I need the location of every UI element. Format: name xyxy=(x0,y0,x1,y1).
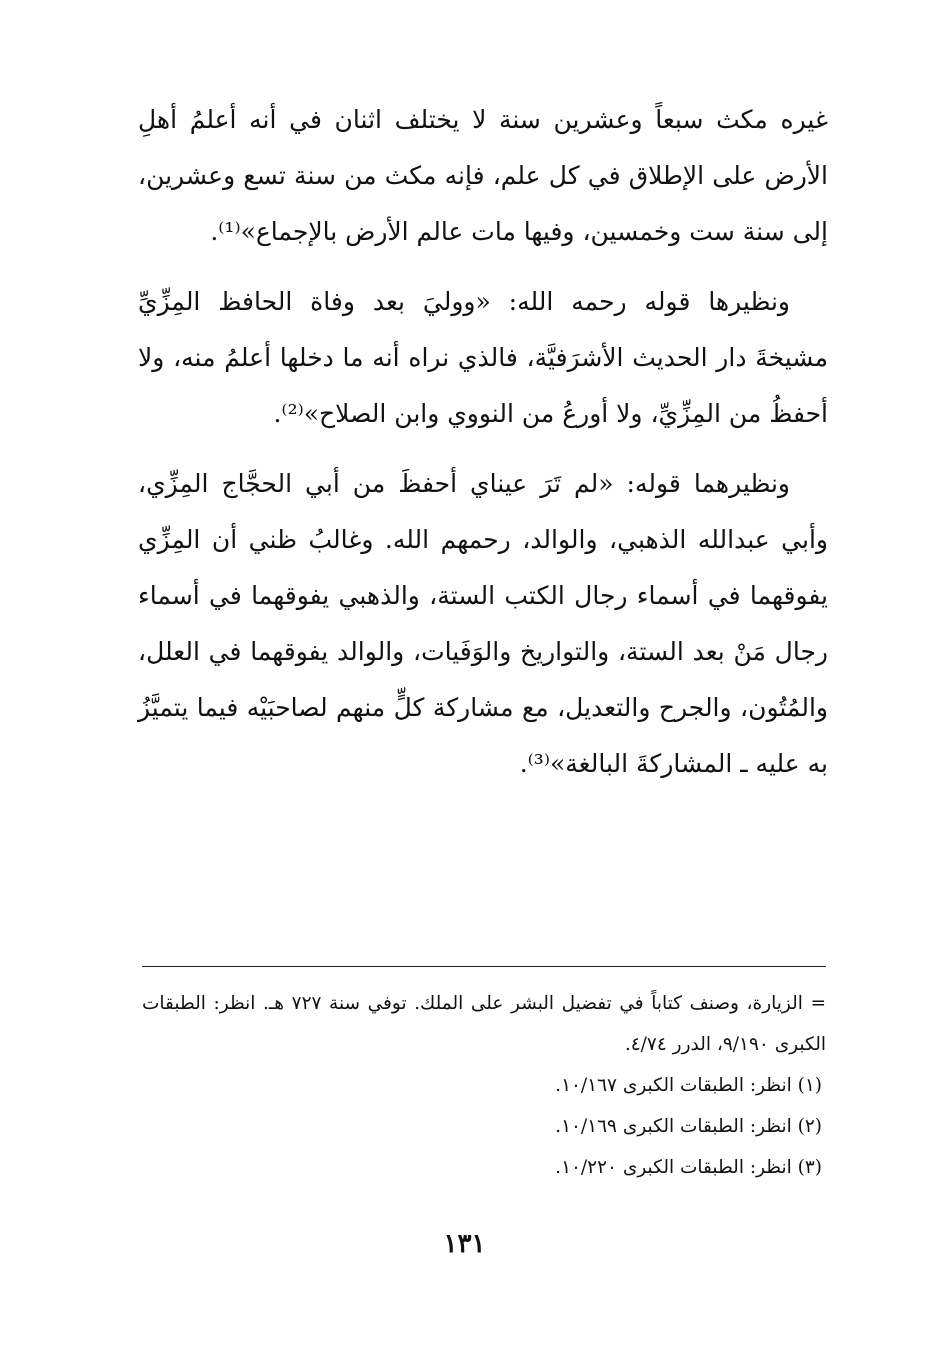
footnote-3: (٣) انظر: الطبقات الكبرى ١٠/٢٢٠. xyxy=(555,1157,822,1178)
paragraph-1: غيره مكث سبعاً وعشرين سنة لا يختلف اثنان في أنه أعلمُ أهلِ الأرض على الإطلاق في كل علم، فإنه مكث من سنة تسع وعشرين، إلى سنة ست وخمسين، وفيها مات عالم الأرض بالإجماع»⁽¹⁾. xyxy=(138,105,828,246)
footnote-2: (٢) انظر: الطبقات الكبرى ١٠/١٦٩. xyxy=(555,1116,822,1137)
page-number: ١٣١ xyxy=(443,1229,486,1259)
main-text-block xyxy=(138,92,828,792)
paragraph-2: ونظيرها قوله رحمه الله: «ووليَ بعد وفاة الحافظ المِزِّيِّ مشيخةَ دار الحديث الأشرَفيَّة، فالذي نراه أنه ما دخلها أعلمُ منه، ولا أحفظُ من المِزِّيِّ، ولا أورعُ من النووي وابن الصلاح»⁽²⁾. xyxy=(138,287,828,428)
footnote-continuation: = الزيارة، وصنف كتاباً في تفضيل البشر على الملك. توفي سنة ٧٢٧ هـ. انظر: الطبقات الكبرى ٩/١٩٠، الدرر ٤/٧٤. xyxy=(142,993,826,1055)
footnote-1: (١) انظر: الطبقات الكبرى ١٠/١٦٧. xyxy=(555,1075,822,1096)
footnote-divider xyxy=(142,966,826,967)
paragraph-3: ونظيرهما قوله: «لم تَرَ عيناي أحفظَ من أبي الحجَّاج المِزِّي، وأبي عبدالله الذهبي، والوالد، رحمهم الله. وغالبُ ظني أن المِزِّي يفوقهما في أسماء رجال الكتب الستة، والذهبي يفوقهما في أسماء رجال مَنْ بعد الستة، والتواريخ والوَفَيات، والوالد يفوقهما في العلل، والمُتُون، والجرح والتعديل، مع مشاركة كلٍّ منهم لصاحبَيْه فيما يتميَّزُ به عليه ـ المشاركةَ البالغة»⁽³⁾. xyxy=(138,469,828,778)
footnotes-block xyxy=(142,983,826,1188)
